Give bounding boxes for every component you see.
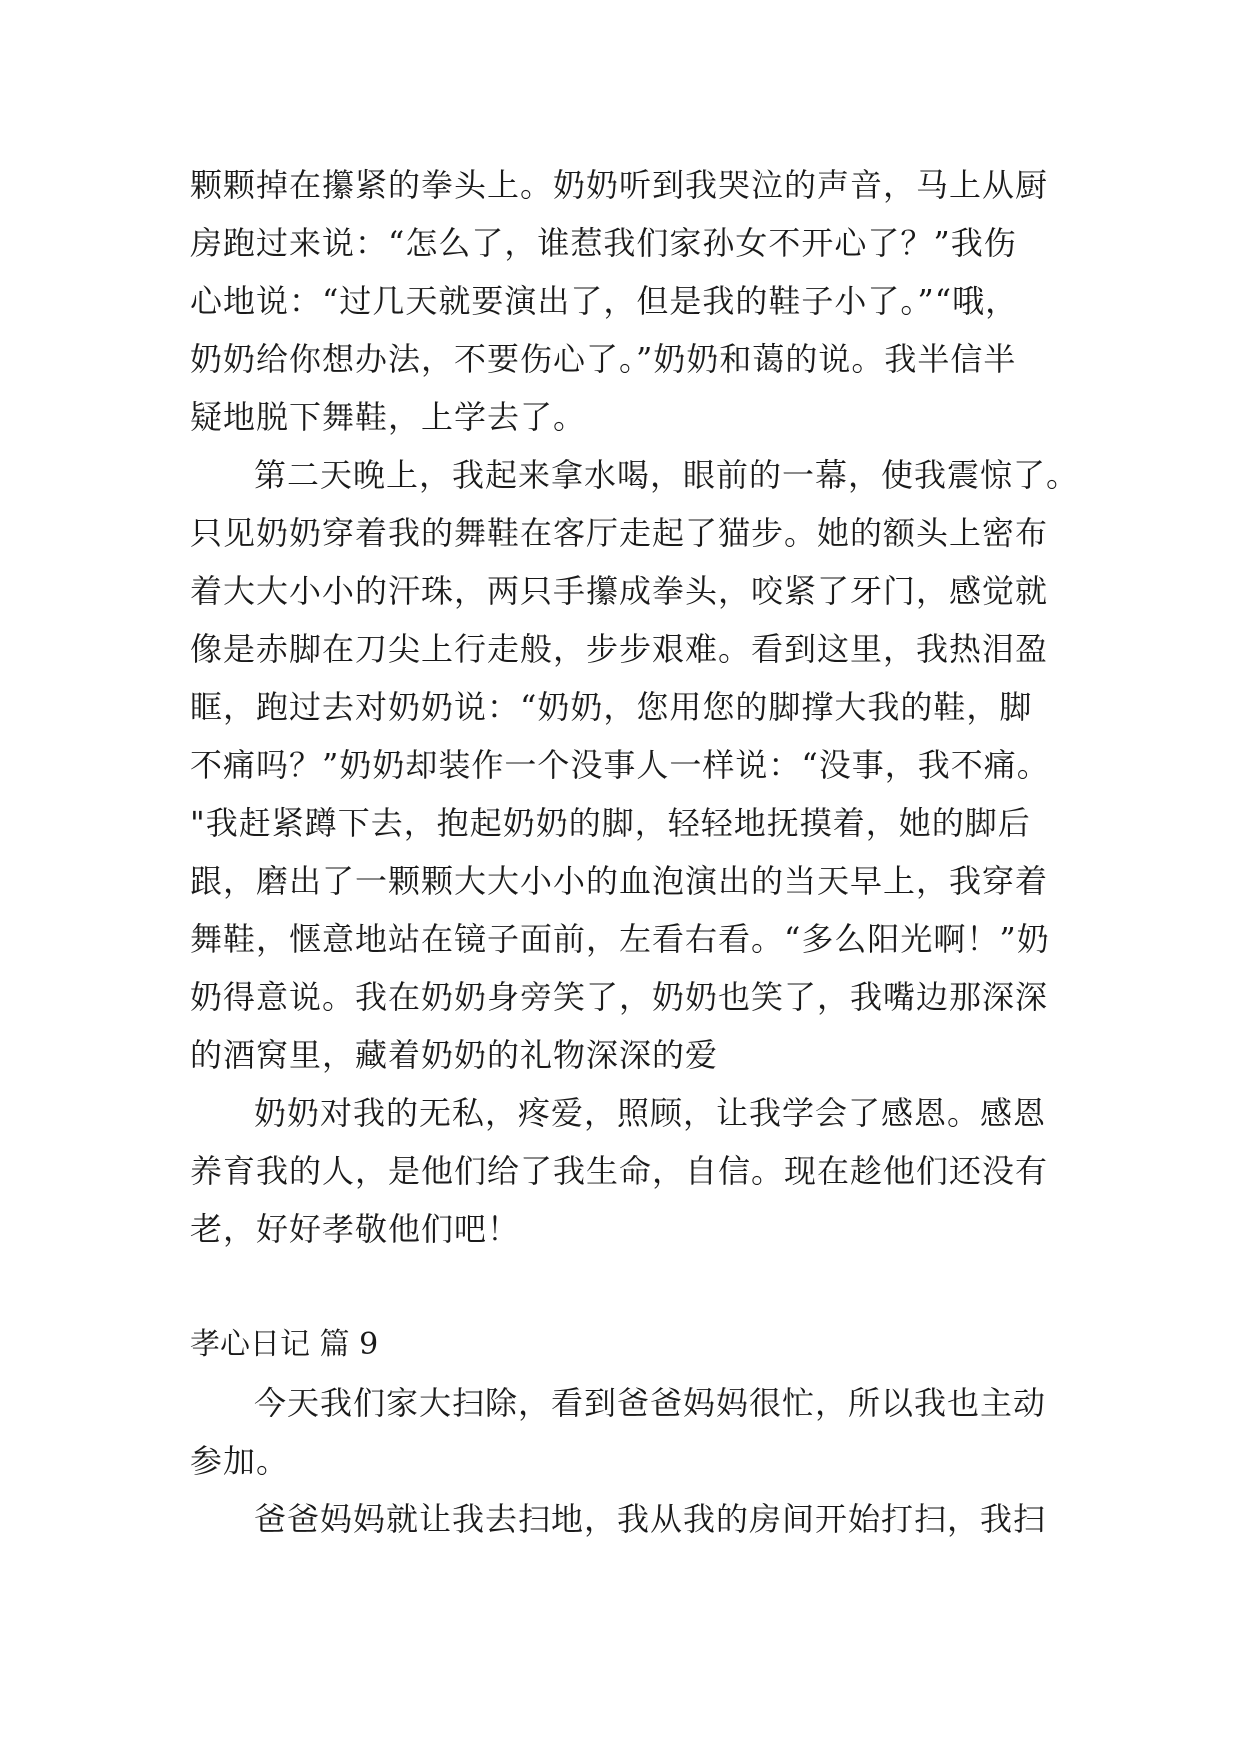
- section-spacer: [190, 1258, 1050, 1316]
- text-line: 颗颗掉在攥紧的拳头上。奶奶听到我哭泣的声音，马上从厨: [190, 166, 1049, 204]
- text-line: 奶奶对我的无私，疼爱，照顾，让我学会了感恩。感恩: [254, 1094, 1047, 1132]
- text-line: 着大大小小的汗珠，两只手攥成拳头，咬紧了牙门，感觉就: [190, 572, 1049, 610]
- paragraph-1: [190, 156, 1050, 446]
- text-line: 爸爸妈妈就让我去扫地，我从我的房间开始打扫，我扫: [254, 1500, 1047, 1538]
- section-heading: 孝心日记 篇 9: [190, 1327, 379, 1362]
- text-line: 参加。: [190, 1442, 290, 1480]
- text-line: 眶，跑过去对奶奶说：“奶奶，您用您的脚撑大我的鞋，脚: [190, 688, 1033, 726]
- text-line: 只见奶奶穿着我的舞鞋在客厅走起了猫步。她的额头上密布: [190, 514, 1049, 552]
- text-line: 的酒窝里，藏着奶奶的礼物深深的爱: [190, 1036, 719, 1074]
- text-line: 房跑过来说：“怎么了，谁惹我们家孙女不开心了？”我伤: [190, 224, 1017, 262]
- text-line: 不痛吗？”奶奶却装作一个没事人一样说：“没事，我不痛。: [190, 746, 1050, 784]
- text-line: 像是赤脚在刀尖上行走般，步步艰难。看到这里，我热泪盈: [190, 630, 1049, 668]
- text-line: "我赶紧蹲下去，抱起奶奶的脚，轻轻地抚摸着，她的脚后: [190, 804, 1031, 842]
- text-line: 老，好好孝敬他们吧！: [190, 1210, 521, 1248]
- paragraph-3: [190, 1084, 1050, 1258]
- document-page: [190, 156, 1080, 1548]
- text-line: 今天我们家大扫除，看到爸爸妈妈很忙，所以我也主动: [254, 1384, 1047, 1422]
- paragraph-2: [190, 446, 1080, 1084]
- text-line: 疑地脱下舞鞋，上学去了。: [190, 398, 587, 436]
- paragraph-5: [190, 1490, 1050, 1548]
- text-line: 跟，磨出了一颗颗大大小小的血泡演出的当天早上，我穿着: [190, 862, 1049, 900]
- text-line: 心地说：“过几天就要演出了，但是我的鞋子小了。”“哦，: [190, 282, 1019, 320]
- text-line: 奶奶给你想办法，不要伤心了。”奶奶和蔼的说。我半信半: [190, 340, 1017, 378]
- text-line: 舞鞋，惬意地站在镜子面前，左看右看。“多么阳光啊！”奶: [190, 920, 1050, 958]
- text-line: 奶得意说。我在奶奶身旁笑了，奶奶也笑了，我嘴边那深深: [190, 978, 1049, 1016]
- paragraph-4: [190, 1374, 1050, 1490]
- text-line: 养育我的人，是他们给了我生命，自信。现在趁他们还没有: [190, 1152, 1049, 1190]
- text-line: 第二天晚上，我起来拿水喝，眼前的一幕，使我震惊了。: [254, 456, 1080, 494]
